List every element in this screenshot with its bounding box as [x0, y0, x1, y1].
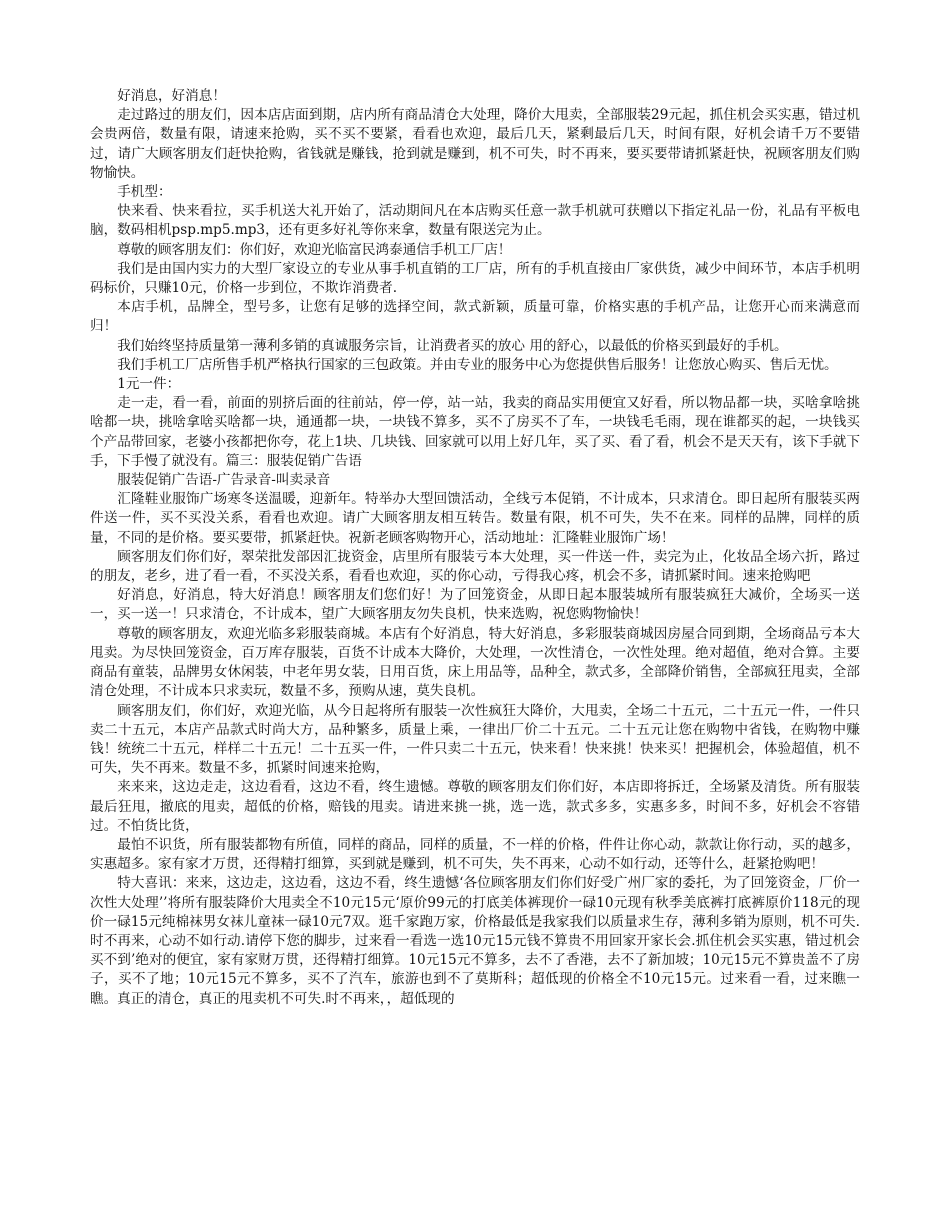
paragraph: 1元一件：	[117, 376, 181, 393]
paragraph: 快来看、快来看拉，买手机送大礼开始了，活动期间凡在本店购买任意一款手机就可获赠以下指定礼品一份，礼品有平板电脑，数码相机psp.mp5.mp3，还有更多好礼等你来拿，数量有限送完为止。	[90, 203, 860, 239]
paragraph: 我们手机工厂店所售手机严格执行国家的三包政策。并由专业的服务中心为您提供售后服务！让您放心购买、售后无忧。	[117, 356, 838, 373]
paragraph: 走一走，看一看，前面的别挤后面的往前站，停一停，站一站，我卖的商品实用便宜又好看，所以物品都一块，买啥拿啥挑啥都一块，挑啥拿啥买啥都一块，通通都一块，一块钱不算多，买不了房买不了车，一块钱毛毛雨，现在谁都买的起，一块钱买个产品带回家，老婆小孩都把你夸，花上1块、几块钱、回家就可以用上好几年，买了买、看了看，机会不是天天有，该下手就下手，下手慢了就没有。篇三：服装促销广告语	[90, 395, 860, 469]
paragraph: 手机型：	[117, 184, 172, 201]
paragraph: 顾客朋友们，你们好，欢迎光临，从今日起将所有服装一次性疯狂大降价，大甩卖，全场二十五元，二十五元一件，一件只卖二十五元，本店产品款式时尚大方，品种繁多，质量上乘，一律出厂价二十五元。二十五元让您在购物中省钱，在购物中赚钱！统统二十五元，样样二十五元！二十五买一件，一件只卖二十五元，快来看！快来挑！快来买！把握机会，体验超值，机不可失，失不再来。数量不多，抓紧时间速来抢购，	[90, 702, 860, 777]
paragraph: 本店手机，品牌全，型号多，让您有足够的选择空间，款式新颖，质量可靠，价格实惠的手机产品，让您开心而来满意而归！	[90, 299, 860, 335]
paragraph: 最怕不识货，所有服装都物有所值，同样的商品，同样的质量，不一样的价格，件件让你心动，款款让你行动，买的越多，实惠超多。家有家才万贯，还得精打细算，买到就是赚到，机不可失，失不再来，心动不如行动，还等什么，赶紧抢购吧！	[90, 836, 860, 873]
paragraph: 来来来，这边走走，这边看看，这边不看，终生遗憾。尊敬的顾客朋友们你们好，本店即将拆迁，全场紧及清货。所有服装最后狂甩，撤底的甩卖，超低的价格，赔钱的甩卖。请进来挑一挑，选一选，款式多多，实惠多多，时间不多，好机会不容错过。不怕货比货，	[90, 779, 860, 834]
paragraph: 尊敬的顾客朋友，欢迎光临多彩服装商城。本店有个好消息，特大好消息，多彩服装商城因房屋合同到期，全场商品亏本大甩卖。为尽快回笼资金，百万库存服装，百货不计成本大降价，大处理，一次性清仓，一次性处理。绝对超值，绝对合算。主要商品有童装，品牌男女休闲装，中老年男女装，日用百货，床上用品等，品种全，款式多，全部降价销售，全部疯狂甩卖，全部清仓处理，不计成本只求卖玩，数量不多，预购从速，莫失良机。	[90, 625, 860, 700]
paragraph: 汇隆鞋业服饰广场寒冬送温暖，迎新年。特举办大型回馈活动，全线亏本促销，不计成本，只求清仓。即日起所有服装买两件送一件，买不买没关系，看看也欢迎。请广大顾客朋友相互转告。数量有限，机不可失，失不在来。同样的品牌，同样的质量，不同的是价格。要买要带，抓紧赶快。祝新老顾客购物开心，活动地址：汇隆鞋业服饰广场！	[90, 491, 860, 546]
paragraph: 特大喜讯：来来，这边走，这边看，这边不看，终生遗憾‘各位顾客朋友们你们好受广州厂家的委托，为了回笼资金，厂价一次性大处理’’将所有服装降价大甩卖全不10元15元‘原价99元的打底美体裤现价一碌10元现有秋季美底裤打底裤原价118元的现价一碌15元纯棉袜男女袜儿童袜一碌10元7双。逛千家跑万家，价格最低是我家我们以质量求生存，薄利多销为原则，机不可失.时不再来，心动不如行动.请停下您的脚步，过来看一看选一选10元15元钱不算贵不用回家开家长会.抓住机会买实惠，错过机会买不到’绝对的便宜，家有家财万贯，还得精打细算。10元15元不算多，去不了香港，去不了新加坡；10元15元不算贵盖不了房子，买不了地；10元15元不算多，买不了汽车，旅游也到不了莫斯科；超低现的价格全不10元15元。过来看一看，过来瞧一瞧。真正的清仓，真正的甩卖机不可失.时不再来，，超低现的	[90, 875, 860, 1007]
paragraph: 顾客朋友们你们好，翠荣批发部因汇拢资金，店里所有服装亏本大处理，买一件送一件，卖完为止，化妆品全场六折，路过的朋友，老乡，进了看一看，不买没关系，看看也欢迎，买的你心动，亏得我心疼，机会不多，请抓紧时间。速来抢购吧	[90, 548, 860, 585]
paragraph: 我们始终坚持质量第一薄利多销的真诚服务宗旨，让消费者买的放心 用的舒心，以最低的价格买到最好的手机。	[117, 337, 788, 354]
paragraph: 走过路过的朋友们，因本店店面到期，店内所有商品清仓大处理，降价大甩卖，全部服装29元起，抓住机会买实惠，错过机会贵两倍，数量有限，请速来抢购，买不买不要紧，看看也欢迎，最后几天，紧剩最后几天，时间有限，好机会请千万不要错过，请广大顾客朋友们赶快抢购，省钱就是赚钱，抢到就是赚到，机不可失，时不再来，要买要带请抓紧赶快，祝顾客朋友们购物愉快。	[90, 107, 860, 181]
paragraph: 好消息，好消息！	[117, 88, 226, 104]
paragraph: 服装促销广告语-广告录音-叫卖录音	[117, 472, 331, 489]
paragraph: 好消息，好消息，特大好消息！顾客朋友们您们好！为了回笼资金，从即日起本服装城所有服装疯狂大减价，全场买一送一，买一送一！只求清仓，不计成本，望广大顾客朋友勿失良机，快来选购，祝您购物愉快！	[90, 587, 860, 623]
paragraph: 尊敬的顾客朋友们：你们好，欢迎光临富民鸿泰通信手机工厂店！	[117, 241, 512, 258]
paragraph: 我们是由国内实力的大型厂家设立的专业从事手机直销的工厂店，所有的手机直接由厂家供货，减少中间环节，本店手机明码标价，只赚10元，价格一步到位，不欺诈消费者.	[90, 260, 860, 297]
